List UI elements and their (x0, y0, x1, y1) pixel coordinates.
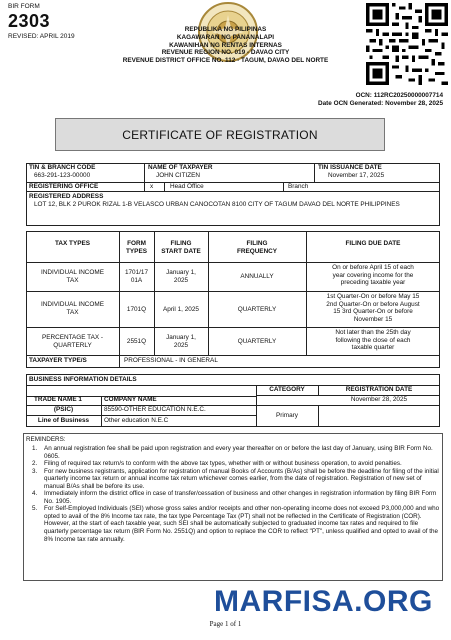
tin-label: TIN & BRANCH CODE (29, 164, 96, 171)
row2-tax-type: INDIVIDUAL INCOME TAX (41, 301, 104, 316)
header-tax-types: TAX TYPES (54, 240, 91, 247)
registered-address-label: REGISTERED ADDRESS (29, 193, 104, 200)
row3-start-date: January 1, 2025 (166, 334, 196, 349)
ocn-number: OCN: 112RC20250000007714 (355, 92, 443, 99)
row3-form-type: 2551Q (126, 338, 147, 345)
category-label: CATEGORY (269, 386, 305, 393)
psic-value: 85590-OTHER EDUCATION N.E.C. (104, 406, 206, 413)
head-office-checkbox: x (150, 183, 154, 190)
reminders-title: REMINDERS: (26, 436, 66, 443)
reminder-item: 4. Immediately inform the district office in case of transfer/cessation of business and other changes in registration information by filing BIR Form No. 1905. (32, 490, 437, 505)
reminders-list (26, 445, 440, 543)
row1-frequency: ANNUALLY (240, 273, 274, 280)
registering-office-label: REGISTERING OFFICE (29, 183, 99, 190)
taxpayer-type-label: TAXPAYER TYPE/S (29, 357, 87, 364)
watermark-logo: MARFISA.ORG (214, 585, 433, 618)
taxpayer-type-value: PROFESSIONAL - IN GENERAL (124, 357, 218, 364)
category-value: Primary (275, 412, 298, 419)
head-office-label: Head Office (170, 183, 204, 190)
form-number: 2303 (8, 11, 51, 31)
psic-label: (PSIC) (53, 406, 74, 413)
registration-date-value: November 28, 2025 (350, 396, 408, 403)
page-number: Page 1 of 1 (209, 620, 242, 628)
trade-name-label: TRADE NAME 1 (34, 396, 82, 403)
tin-value: 663-291-123-00000 (34, 172, 91, 179)
taxpayer-name-label: NAME OF TAXPAYER (148, 164, 213, 171)
taxpayer-name-value: JOHN CITIZEN (156, 172, 201, 179)
line-of-business-value: Other education N.E.C (104, 417, 169, 424)
registered-address-value: LOT 12, BLK 2 PUROK RIZAL 1-B VELASCO URBAN CANOCOTAN 8100 CITY OF TAGUM DAVAO DEL NORTE PHILIPPINES (34, 201, 400, 208)
reminder-item: 5. For Self-Employed Individuals (SEI) whose gross sales and/or receipts and other non-operating income does not exceed P3,000,000 and who opted to avail of the 8% Income tax rate, the tax type Percentage Tax (PT) shall not be reflected in the Certificate of Registration (COR). However, at the start of each taxable year, such SEI shall be automatically subjected to graduated income tax rates and required to file quarterly percentage tax return (BIR Form No. 2551Q) and option to replace the COR to reflect "PT", unless qualified and opted to avail of the 8% Income tax rate annually. (32, 505, 440, 543)
row2-frequency: QUARTERLY (237, 306, 277, 313)
business-section-title: BUSINESS INFORMATION DETAILS (29, 376, 137, 383)
row2-start-date: April 1, 2025 (163, 306, 199, 313)
row1-tax-type: INDIVIDUAL INCOME TAX (41, 269, 104, 284)
row3-tax-type: PERCENTAGE TAX - QUARTERLY (41, 334, 104, 349)
header-filing-frequency: FILING FREQUENCY (236, 240, 278, 255)
certificate-title: CERTIFICATE OF REGISTRATION (122, 127, 318, 142)
row2-due-date: 1st Quarter-On or before May 15 2nd Quarter-On or before August 15 3rd Quarter-On or before November 15 (326, 293, 420, 323)
reminder-item: 1. An annual registration fee shall be paid upon registration and every year thereafter on or before the last day of January, using BIR Form No. 0605. (32, 445, 433, 460)
qr-code-icon (366, 3, 448, 85)
form-label: BIR FORM (8, 3, 40, 10)
agency-header: REPUBLIKA NG PILIPINAS KAGAWARAN NG PANANALAPI KAWANIHAN NG RENTAS INTERNAS REVENUE REGION NO. 019 - DAVAO CITY REVENUE DISTRICT OFFICE NO. 112 - TAGUM, DAVAO DEL NORTE (122, 26, 329, 65)
header-filing-due: FILING DUE DATE (345, 240, 401, 247)
line-of-business-label: Line of Business (37, 417, 90, 424)
registration-date-label: REGISTRATION DATE (345, 386, 413, 393)
row1-start-date: January 1, 2025 (166, 269, 196, 284)
branch-label: Branch (288, 183, 309, 190)
reminder-item: 2. Filing of required tax return/s to conform with the above tax types, whether with or without business operation, to avoid penalties. (32, 460, 402, 468)
row3-frequency: QUARTERLY (237, 338, 277, 345)
header-form-types: FORM TYPES (126, 240, 147, 255)
company-name-label: COMPANY NAME (104, 396, 157, 403)
ocn-date: Date OCN Generated: November 28, 2025 (317, 99, 443, 107)
certificate-title-box (55, 118, 385, 151)
ocn-block (318, 92, 443, 107)
row1-form-type: 1701/17 01A (124, 269, 149, 284)
row1-due-date: On or before April 15 of each year covering income for the preceding taxable year (332, 264, 414, 287)
header-filing-start: FILING START DATE (161, 240, 201, 255)
row2-form-type: 1701Q (126, 306, 147, 313)
reminder-item: 3. For new business registrants, application for registration of manual Books of Accounts (B/As) shall be before the deadline for filing of the initial quarterly income tax return or annual income tax return whichever comes earlier, from the date of registration. Registration of new set of manual B/As shall be before its use. (32, 467, 439, 490)
row3-due-date: Not later than the 25th day following the close of each taxable quarter (335, 329, 411, 352)
tin-issuance-value: November 17, 2025 (328, 172, 385, 179)
tin-issuance-label: TIN ISSUANCE DATE (318, 164, 382, 171)
form-revision: REVISED: APRIL 2019 (8, 33, 75, 40)
